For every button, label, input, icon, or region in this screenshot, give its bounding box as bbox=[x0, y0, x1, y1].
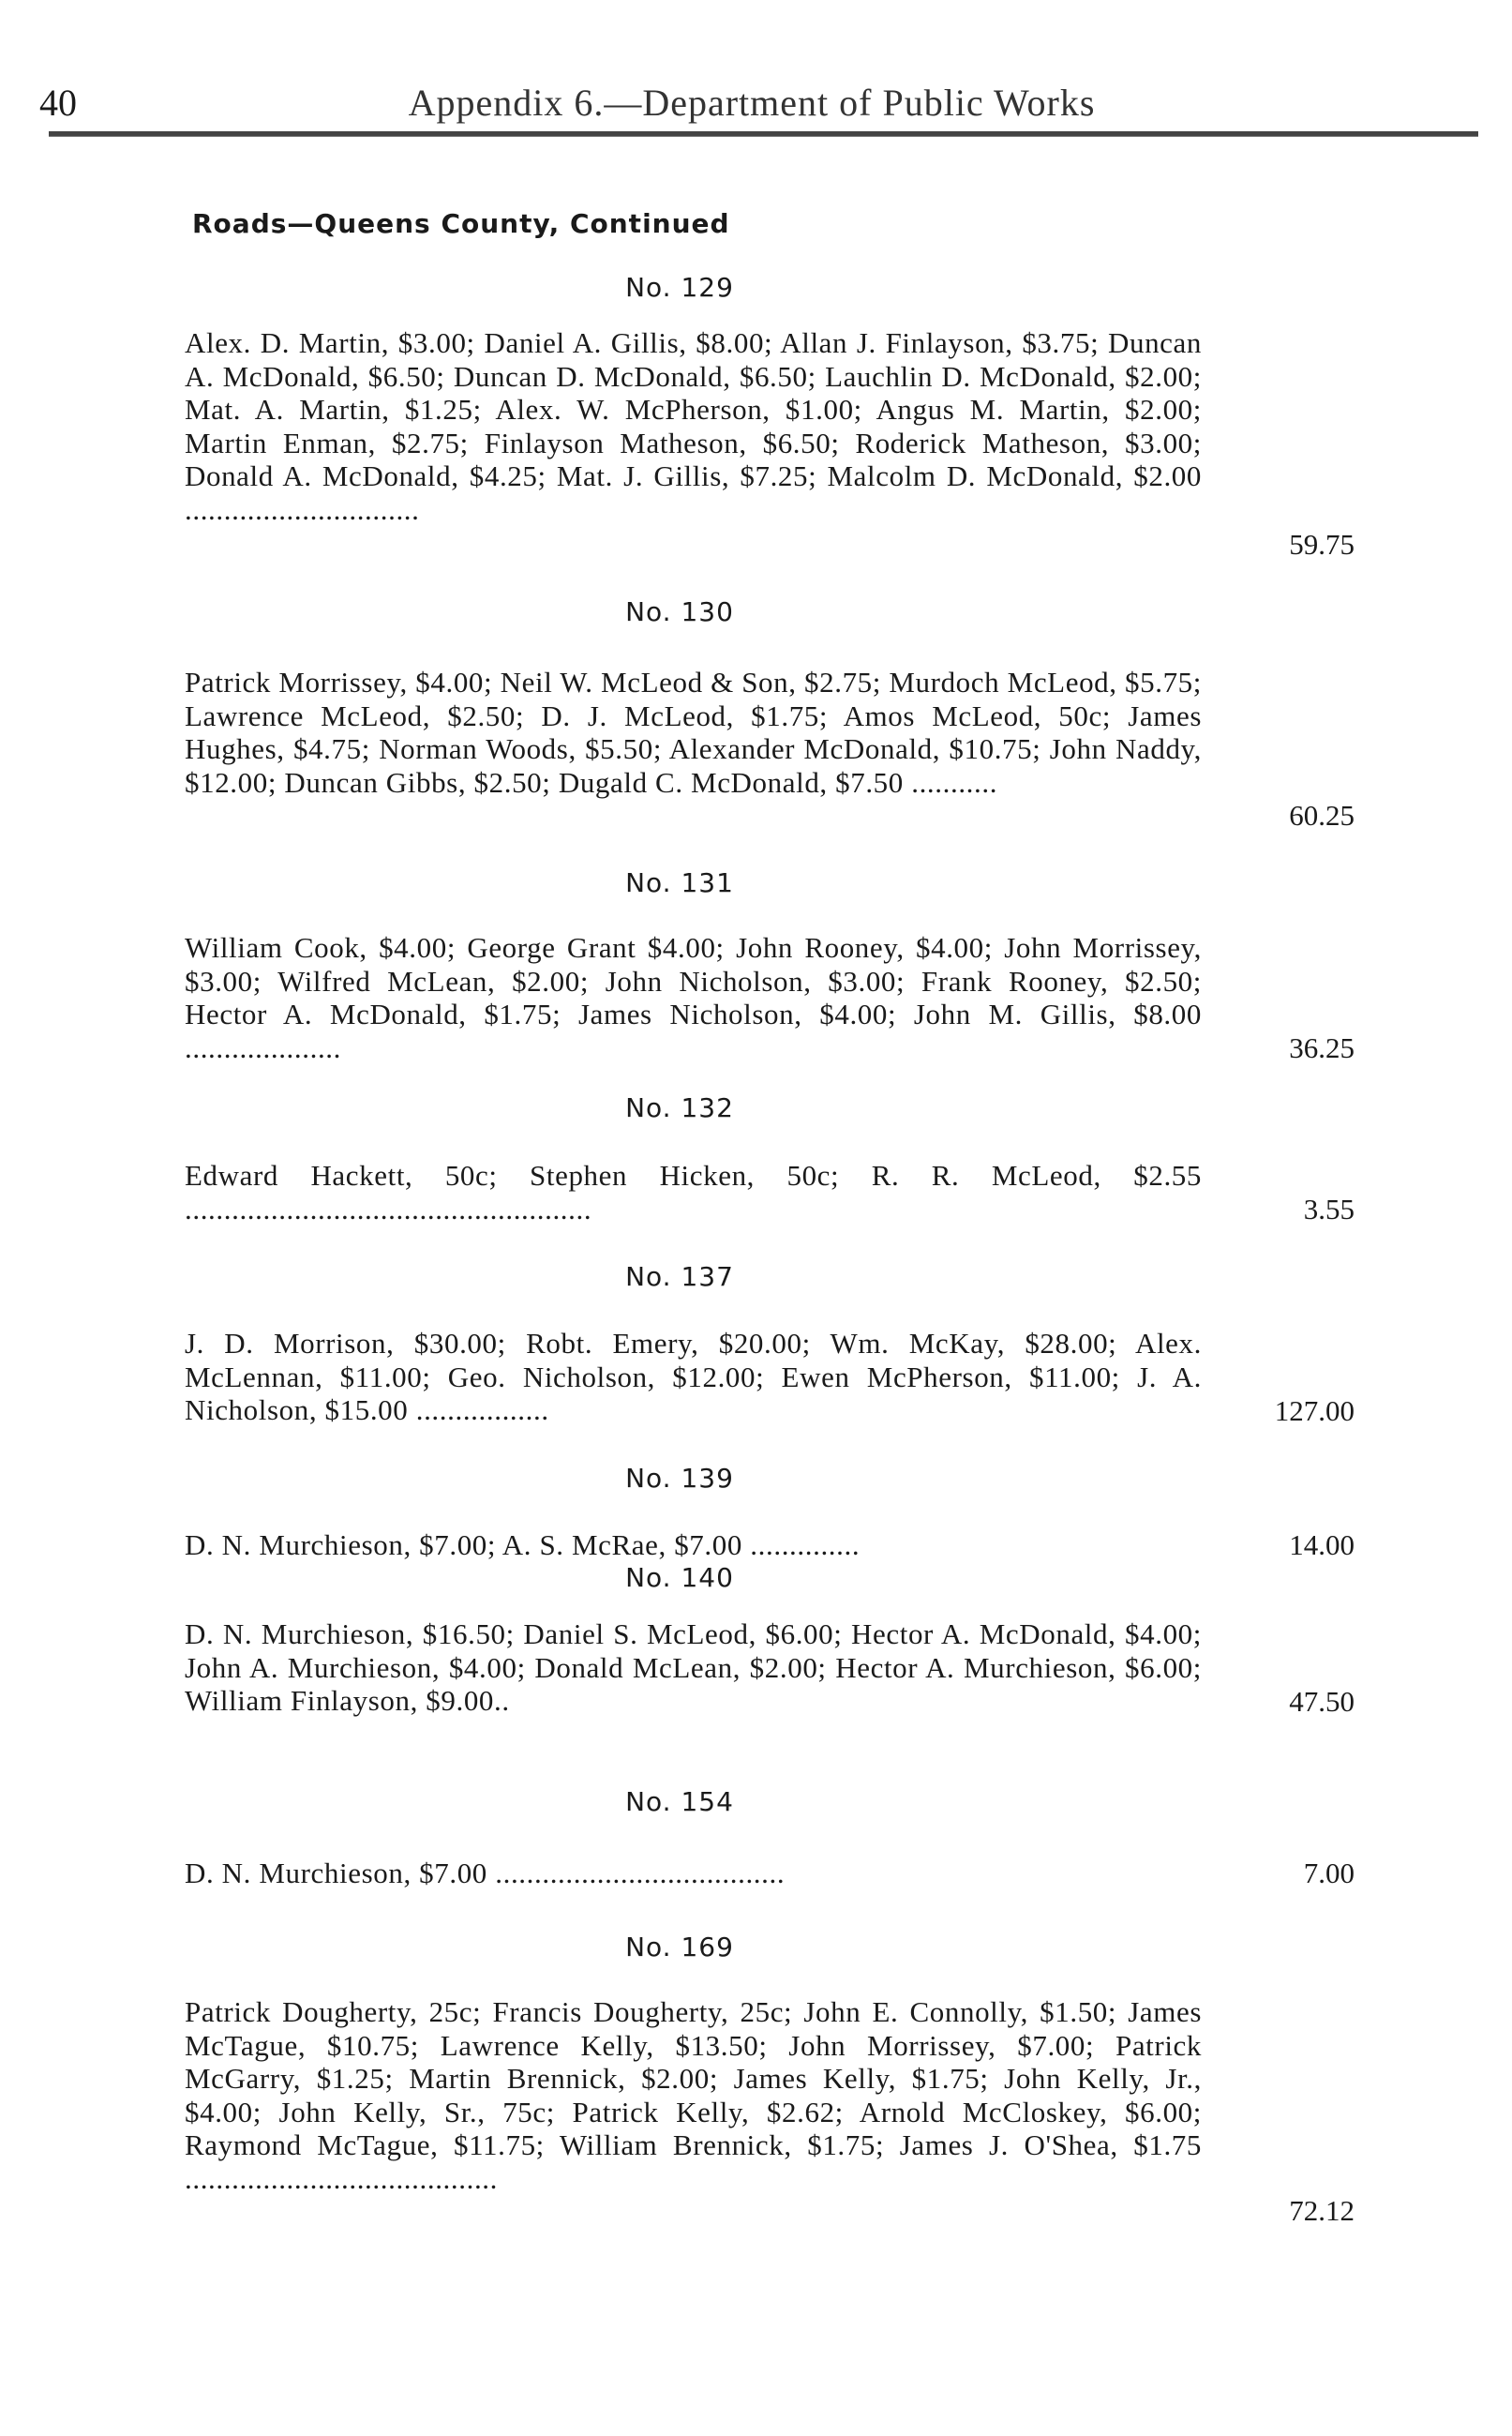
entry-number: No. 131 bbox=[625, 867, 734, 898]
page-number: 40 bbox=[39, 82, 77, 124]
entry-text: William Cook, $4.00; George Grant $4.00; John Rooney, $4.00; John Morrissey, $3.00; Wilfred McLean, $2.00; John Nicholson, $3.00; Frank Rooney, $2.50; Hector A. McDonald, $1.75; James Nicholson, $4.00; John M. Gillis, $8.00 .................... bbox=[185, 931, 1202, 1064]
entry-total: 72.12 bbox=[1289, 2194, 1355, 2227]
entry-total: 47.50 bbox=[1289, 1685, 1355, 1718]
entry-total: 36.25 bbox=[1289, 1031, 1355, 1064]
entry-total: 7.00 bbox=[1303, 1857, 1355, 1889]
entry-text: Alex. D. Martin, $3.00; Daniel A. Gillis, $8.00; Allan J. Finlayson, $3.75; Duncan A. McDonald, $6.50; Duncan D. McDonald, $6.50; Lauchlin D. McDonald, $2.00; Mat. A. Martin, $1.25; Alex. W. McPherson, $1.00; Angus M. Martin, $2.00; Martin Enman, $2.75; Finlayson Matheson, $6.50; Roderick Matheson, $3.00; Donald A. McDonald, $4.25; Mat. J. Gillis, $7.25; Malcolm D. McDonald, $2.00 .............................. bbox=[185, 326, 1202, 526]
header-rule bbox=[49, 131, 1478, 137]
entry-total: 59.75 bbox=[1289, 528, 1355, 561]
entry-text: Patrick Morrissey, $4.00; Neil W. McLeod & Son, $2.75; Murdoch McLeod, $5.75; Lawrence McLeod, $2.50; D. J. McLeod, $1.75; Amos McLeod, 50c; James Hughes, $4.75; Norman Woods, $5.50; Alexander McDonald, $10.75; John Naddy, $12.00; Duncan Gibbs, $2.50; Dugald C. McDonald, $7.50 ........... bbox=[185, 666, 1202, 799]
entry-number: No. 139 bbox=[625, 1463, 734, 1494]
section-heading: Roads—Queens County, Continued bbox=[192, 208, 730, 239]
entry-total: 127.00 bbox=[1274, 1394, 1355, 1427]
entry-number: No. 154 bbox=[625, 1786, 734, 1817]
entry-text: J. D. Morrison, $30.00; Robt. Emery, $20.00; Wm. McKay, $28.00; Alex. McLennan, $11.00; Geo. Nicholson, $12.00; Ewen McPherson, $11.00; J. A. Nicholson, $15.00 ................. bbox=[185, 1327, 1202, 1426]
entry-number: No. 129 bbox=[625, 272, 734, 303]
page-header bbox=[39, 73, 1464, 129]
entry-number: No. 137 bbox=[625, 1261, 734, 1292]
entry-text: Edward Hackett, 50c; Stephen Hicken, 50c; R. R. McLeod, $2.55 .................................................... bbox=[185, 1159, 1202, 1226]
entry-total: 3.55 bbox=[1303, 1193, 1355, 1226]
entry-number: No. 140 bbox=[625, 1562, 734, 1593]
entry-text: D. N. Murchieson, $7.00; A. S. McRae, $7.00 .............. bbox=[185, 1528, 861, 1561]
entry-text: D. N. Murchieson, $16.50; Daniel S. McLeod, $6.00; Hector A. McDonald, $4.00; John A. Murchieson, $4.00; Donald McLean, $2.00; Hector A. Murchieson, $6.00; William Finlayson, $9.00.. bbox=[185, 1617, 1202, 1717]
running-head: Appendix 6.—Department of Public Works bbox=[408, 82, 1096, 124]
entry-total: 14.00 bbox=[1289, 1528, 1355, 1561]
entry-number: No. 169 bbox=[625, 1932, 734, 1962]
entry-number: No. 130 bbox=[625, 596, 734, 627]
entry-text: D. N. Murchieson, $7.00 ..................................... bbox=[185, 1857, 786, 1889]
entry-total: 60.25 bbox=[1289, 799, 1355, 832]
entry-text: Patrick Dougherty, 25c; Francis Dougherty, 25c; John E. Connolly, $1.50; James McTague, $10.75; Lawrence Kelly, $13.50; John Morrissey, $7.00; Patrick McGarry, $1.25; Martin Brennick, $2.00; James Kelly, $1.75; John Kelly, Jr., $4.00; John Kelly, Sr., 75c; Patrick Kelly, $2.62; Arnold McCloskey, $6.00; Raymond McTague, $11.75; William Brennick, $1.75; James J. O'Shea, $1.75 ........................................ bbox=[185, 1995, 1202, 2195]
entry-number: No. 132 bbox=[625, 1092, 734, 1123]
